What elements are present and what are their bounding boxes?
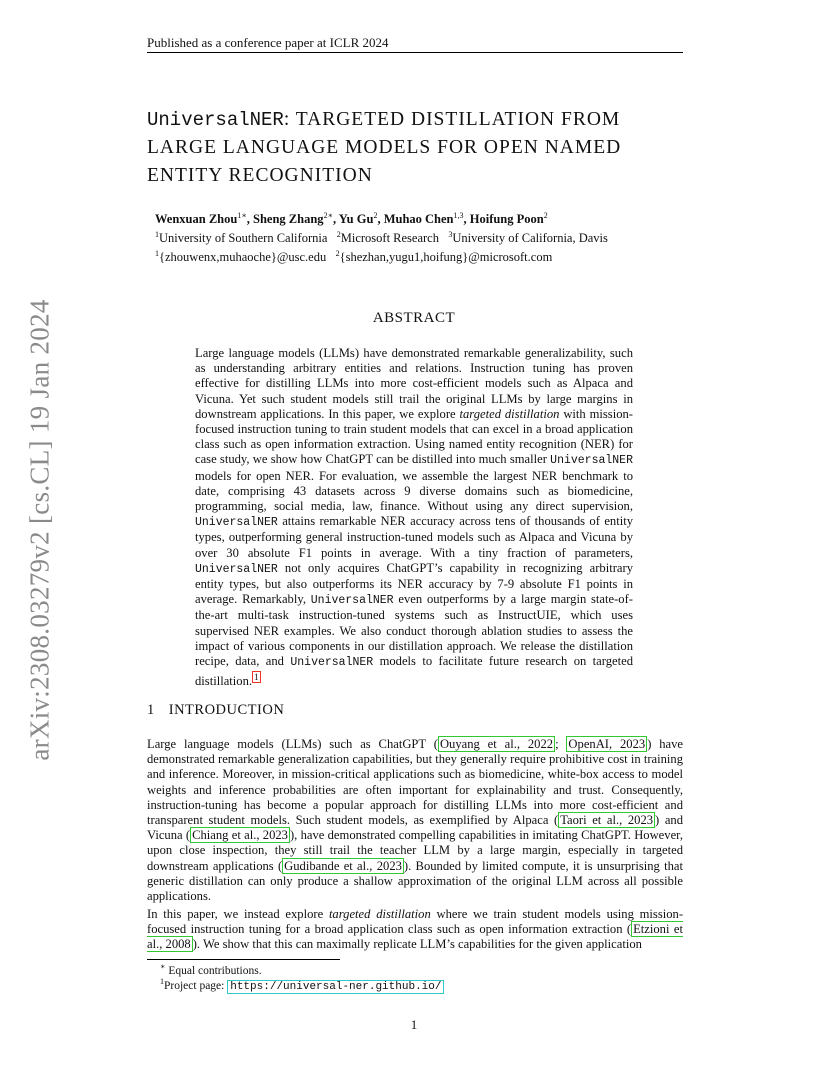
citation-link[interactable]: Taori et al., 2023 xyxy=(560,813,654,828)
footnote-equal-contribution xyxy=(160,962,262,977)
body-text: ). We show that this can maximally replicate LLM’s capabilities for the given application xyxy=(192,937,642,952)
affiliation: University of California, Davis xyxy=(452,231,608,246)
paper-title xyxy=(147,106,687,190)
title-model-name: UniversalNER xyxy=(147,109,284,131)
author-name: Muhao Chen xyxy=(383,212,454,227)
email-sup: 1 xyxy=(155,249,159,259)
intro-paragraph-1 xyxy=(147,737,683,904)
project-url-link[interactable]: https://universal-ner.github.io/ xyxy=(227,980,444,994)
body-emphasis: targeted distillation xyxy=(328,907,431,921)
footnote-mark: 1 xyxy=(160,977,164,986)
author-sup: 1∗ xyxy=(237,211,247,220)
author-name: Hoifung Poon xyxy=(469,212,544,227)
abstract-text: with mission-focused instruction tuning to train student models that can excel in a broad application class such as open information extraction. Using named entity recognition (NER) for case study, we show how ChatGPT can be distilled into much smaller xyxy=(195,406,633,467)
page-number: 1 xyxy=(410,1017,418,1032)
body-text: ) and Vicuna ( xyxy=(147,813,684,843)
citation-link[interactable]: Chiang et al., 2023 xyxy=(192,828,288,843)
body-text: where we train student models using mission-focused instruction tuning for a broad application class such as open information extraction ( xyxy=(147,907,684,937)
running-header: Published as a conference paper at ICLR 2024 xyxy=(147,35,389,50)
email: {shezhan,yugu1,hoifung}@microsoft.com xyxy=(339,250,553,265)
body-text: In this paper, we instead explore xyxy=(147,907,329,921)
author-sup: 2 xyxy=(543,211,548,220)
author-name: Sheng Zhang xyxy=(253,212,324,227)
author-sup: 2∗ xyxy=(323,211,333,220)
abstract-text: even outperforms by a large margin state-of-the-art multi-task instruction-tuned systems such as InstructUIE, which uses supervised NER examples. We also conduct thorough ablation studies to assess the impact of various components in our distillation approach. We release the distillation recipe, data, and xyxy=(195,592,633,669)
affiliation-sup: 2 xyxy=(336,230,341,240)
model-name-code: UniversalNER xyxy=(195,516,278,530)
section-heading-introduction xyxy=(147,702,284,719)
citation-link[interactable]: OpenAI, 2023 xyxy=(568,737,646,751)
intro-paragraph-2 xyxy=(147,907,683,953)
affiliation-sup: 3 xyxy=(448,230,453,240)
title-line-2: LARGE LANGUAGE MODELS FOR OPEN NAMED xyxy=(147,137,622,158)
author-emails xyxy=(155,246,675,265)
section-number: 1 xyxy=(147,702,155,718)
affiliation-sup: 1 xyxy=(155,230,159,240)
abstract-heading: ABSTRACT xyxy=(372,310,456,326)
author-sup: 1,3 xyxy=(453,211,464,220)
affiliation: University of Southern California xyxy=(159,231,328,246)
model-name-code: UniversalNER xyxy=(550,454,633,468)
body-text: Large language models (LLMs) such as ChatGPT ( xyxy=(147,737,438,751)
citation-link[interactable]: Gudibande et al., 2023 xyxy=(284,858,402,873)
header-rule xyxy=(147,52,683,53)
affiliation: Microsoft Research xyxy=(340,231,439,246)
footnote-rule xyxy=(147,959,340,960)
email-sup: 2 xyxy=(335,249,340,259)
body-text: ), have demonstrated compelling capabilities in imitating ChatGPT. However, upon close inspection, they still trail the teacher LLM by a large margin, especially in targeted downstream applications ( xyxy=(147,828,683,873)
footnote-mark: ∗ xyxy=(160,962,166,971)
section-title: INTRODUCTION xyxy=(168,702,285,718)
abstract-text: models for open NER. For evaluation, we assemble the largest NER benchmark to date, comprising 43 datasets across 9 diverse domains such as biomedicine, programming, social media, law, finance. Without using any direct supervision, xyxy=(195,468,633,514)
model-name-code: UniversalNER xyxy=(310,594,394,608)
abstract-text: attains remarkable NER accuracy across tens of thousands of entity types, outperforming general instruction-tuned models such as Alpaca and Vicuna by over 30 absolute F1 points in average. With a tiny fraction of parameters, xyxy=(195,514,633,560)
citation-link[interactable]: Etzioni et al., 2008 xyxy=(147,922,683,952)
model-name-code: UniversalNER xyxy=(290,656,374,670)
author-name: Yu Gu xyxy=(338,212,374,227)
abstract-text: not only acquires ChatGPT’s capability in recognizing arbitrary entity types, but also outperforms its NER accuracy by 7-9 absolute F1 points in average. Remarkably, xyxy=(195,560,633,607)
abstract-text: Large language models (LLMs) have demonstrated remarkable generalizability, such as understanding arbitrary entities and relations. Instruction tuning has proven effective for distilling LLMs into more cost-efficient models such as Alpaca and Vicuna. Yet such student models still trail the original LLMs by large margins in downstream applications. In this paper, we explore xyxy=(195,346,633,421)
abstract-emphasis: targeted distillation xyxy=(459,406,560,421)
body-text: ; xyxy=(555,737,567,751)
author-names: Wenxuan Zhou$^{1∗}$, Sheng Zhang$^{2∗}$, Yu Gu$^2$, Muhao Chen$^{1,3}$, Hoifung Poon$^2$ xyxy=(155,211,548,227)
abstract-body xyxy=(195,346,633,690)
author-sup: 2 xyxy=(373,211,378,220)
citation-link[interactable]: Ouyang et al., 2022 xyxy=(439,737,554,751)
model-name-code: UniversalNER xyxy=(195,562,278,576)
title-line-1: : TARGETED DISTILLATION FROM xyxy=(283,109,621,130)
footnote-project-page xyxy=(160,977,444,993)
email: {zhouwenx,muhaoche}@usc.edu xyxy=(159,250,327,265)
footnote-text: Equal contributions. xyxy=(168,964,262,977)
author-block xyxy=(155,208,675,265)
author-affiliations xyxy=(155,227,675,246)
body-text: ). Bounded by limited compute, it is unsurprising that generic distillation can only produce a shallow approximation of the original LLM across all possible applications. xyxy=(147,858,683,904)
title-line-3: ENTITY RECOGNITION xyxy=(147,165,373,186)
arxiv-side-stamp: arXiv:2308.03279v2 [cs.CL] 19 Jan 2024 xyxy=(24,299,55,761)
footnote-text: Project page: xyxy=(164,979,228,992)
body-text: ) have demonstrated remarkable generalization capabilities, but they generally require prohibitive cost in training and inference. Moreover, in mission-critical applications such as biomedicine, white-box access to model weights and inference probabilities are often important for explainability and trust. Consequently, instruction-tuning has become a popular approach for distilling LLMs into more cost-efficient and transparent student models. Such student models, as exemplified by Alpaca ( xyxy=(147,737,684,828)
footnote-link[interactable]: 1 xyxy=(254,672,259,683)
abstract-text: models to facilitate future research on targeted distillation. xyxy=(195,654,633,689)
author-name: Wenxuan Zhou xyxy=(155,212,238,227)
